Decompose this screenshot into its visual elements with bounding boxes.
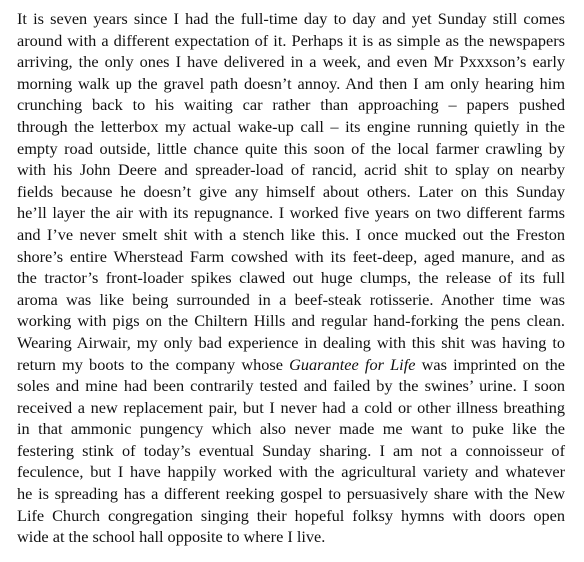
text-line: the tractor’s front-loader spikes clawed out huge clumps, the release of its full xyxy=(17,268,565,288)
text-line: morning walk up the gravel path doesn’t annoy. And then I am only hearing him xyxy=(17,73,565,93)
text-line: empty road outside, little chance quite this soon of the local farmer crawling by xyxy=(17,138,565,158)
text-line: Wearing Airwair, my only bad experience in dealing with this shit was having to xyxy=(17,332,565,352)
text-line: feculence, but I have happily worked with the agricultural variety and whatever xyxy=(17,462,565,482)
text-line: Life Church congregation singing their hopeful folksy hymns with doors open xyxy=(17,505,565,525)
text-line: he’ll layer the air with its repugnance. I worked five years on two different farms xyxy=(17,203,565,223)
text-line: festering stink of today’s eventual Sunday sharing. I am not a connoisseur of xyxy=(17,440,565,460)
body-paragraph xyxy=(17,8,565,548)
text-line: soles and mine had been contrarily tested and failed by the swines’ urine. I soon xyxy=(17,376,565,396)
text-line: he is spreading has a different reeking gospel to persuasively share with the New xyxy=(17,484,565,504)
text-segment: return my boots to the company whose xyxy=(17,354,290,374)
text-line: working with pigs on the Chiltern Hills and regular hand-forking the pens clean. xyxy=(17,311,565,331)
text-line: and I’ve never smelt shit with a stench like this. I once mucked out the Freston xyxy=(17,224,565,244)
text-line: in that ammonic pungency which also never made me want to puke like the xyxy=(17,419,565,439)
text-line: fields because he doesn’t give any himself about others. Later on this Sunday xyxy=(17,181,565,201)
text-line: aroma was like being surrounded in a beef-steak rotisserie. Another time was xyxy=(17,289,565,309)
text-line: crunching back to his waiting car rather than approaching – papers pushed xyxy=(17,95,565,115)
text-line: It is seven years since I had the full-time day to day and yet Sunday still comes xyxy=(17,9,565,28)
italic-title: Guarantee for Life xyxy=(289,354,416,374)
text-line: with his John Deere and spreader-load of rancid, acrid shit to splay on nearby xyxy=(17,160,565,180)
text-line: received a new replacement pair, but I never had a cold or other illness breathing xyxy=(17,397,565,417)
text-segment: was imprinted on the xyxy=(415,354,565,374)
text-line: through the letterbox my actual wake-up call – its engine running quietly in the xyxy=(17,116,565,136)
text-line: arriving, the only ones I have delivered in a week, and even Mr Pxxxson’s early xyxy=(17,52,565,72)
text-line: shore’s entire Wherstead Farm cowshed with its feet-deep, aged manure, and as xyxy=(17,246,565,266)
text-line-final: wide at the school hall opposite to where I live. xyxy=(17,527,326,547)
text-line-with-italic xyxy=(17,354,565,376)
text-line: around with a different expectation of it. Perhaps it is as simple as the newspapers xyxy=(17,30,565,50)
